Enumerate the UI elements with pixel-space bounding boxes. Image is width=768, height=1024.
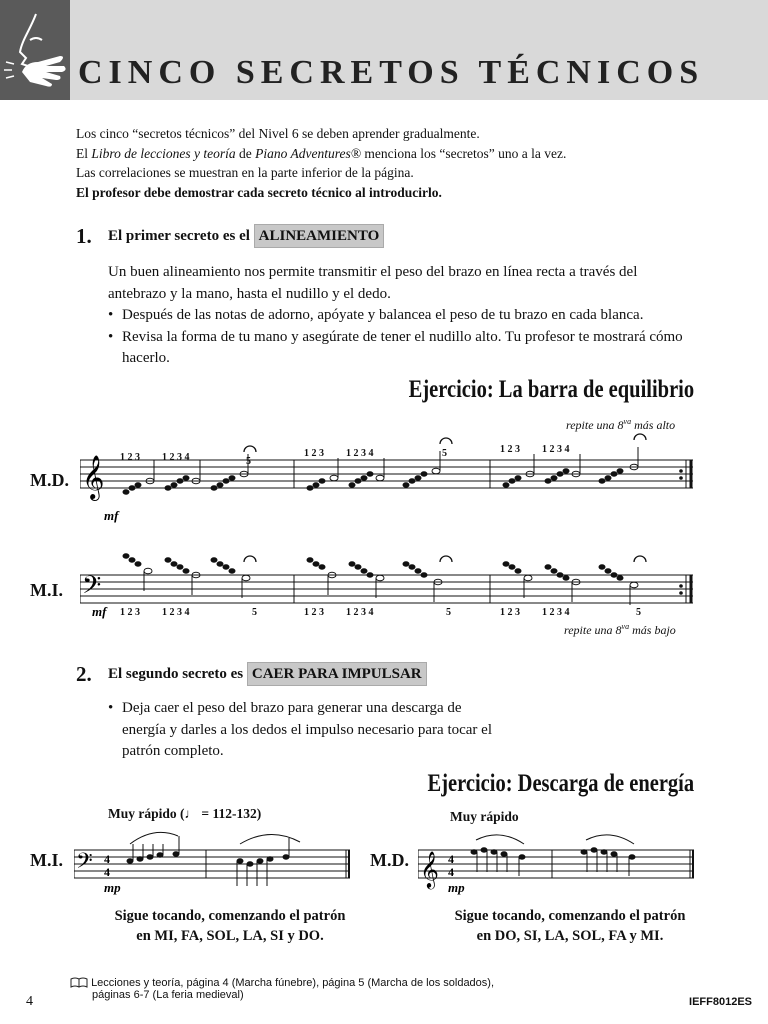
lh-label: M.I. <box>30 580 63 600</box>
page-title: CINCO SECRETOS TÉCNICOS <box>78 54 705 91</box>
fingering-text: 1 2 3 <box>500 607 520 618</box>
exercise-2-left-tempo: Muy rápido (♩ = 112-132) <box>108 806 262 821</box>
fingering-text: 1 2 3 4 <box>162 452 190 463</box>
section-1-number: 1. <box>76 224 92 248</box>
section-2-bullet: • Deja caer el peso del brazo para generar una descarga de energía y darles a los dedos el impulso necesario para tocar el patrón completo. <box>108 698 500 763</box>
fingering-text: 1 2 3 4 <box>346 448 374 459</box>
fingering-text: 1 2 3 <box>120 607 140 618</box>
fingering-text: 5 <box>442 448 447 459</box>
section-1-body <box>108 262 688 370</box>
dynamic-mf-lh: mf <box>92 604 107 619</box>
fingering-text: 5 <box>636 607 641 618</box>
intro-line-4: El profesor debe demostrar cada secreto técnico al introducirlo. <box>76 184 442 200</box>
svg-text:4: 4 <box>104 865 110 879</box>
treble-clef-icon: 𝄞 <box>420 850 439 888</box>
exercise-2-right-score <box>418 830 698 900</box>
exercise-1-score <box>80 430 700 635</box>
section-1-highlight: ALINEAMIENTO <box>254 224 385 248</box>
bass-clef-icon: 𝄢 <box>76 849 93 879</box>
exercise-2-right-label: M.D. <box>370 850 409 870</box>
fingering-text: 1 2 3 4 <box>542 607 570 618</box>
section-1-bullet-2: • Revisa la forma de tu mano y asegúrate de tener el nudillo alto. Tu profesor te mostrará cómo hacerlo. <box>108 327 688 370</box>
fingering-text: 5 <box>252 607 257 618</box>
fingering-text: 5 <box>446 607 451 618</box>
fingering-text: 1 2 3 <box>304 448 324 459</box>
intro-line-3: Las correlaciones se muestran en la parte inferior de la página. <box>76 165 414 180</box>
face-hand-icon <box>0 0 70 100</box>
catalog-code: IEFF8012ES <box>689 996 752 1008</box>
exercise-2-right-tempo: Muy rápido <box>450 809 519 824</box>
exercise-1-note-bottom: repite una $8^{va}$ más bajo <box>564 622 676 637</box>
section-1-paragraph: Un buen alineamiento nos permite transmitir el peso del brazo en línea recta a través del antebrazo y la mano, hasta el nudillo y el dedo. <box>108 264 638 302</box>
book-reference: Lecciones y teoría, página 4 (Marcha fúnebre), página 5 (Marcha de los soldados), páginas 6-7 (La feria medieval) <box>70 976 494 1001</box>
treble-clef-icon: 𝄞 <box>82 455 105 499</box>
fingering-text: 1 2 3 4 <box>346 607 374 618</box>
fingering-text: 1 2 3 <box>120 452 140 463</box>
exercise-1-title: Ejercicio: La barra de equilibrio <box>408 376 694 403</box>
page-number: 4 <box>26 994 33 1009</box>
exercise-2-left-label: M.I. <box>30 850 63 870</box>
svg-text:4: 4 <box>448 865 454 879</box>
section-1-bullet-1: • Después de las notas de adorno, apóyate y balancea el peso de tu brazo en cada blanca. <box>108 305 688 327</box>
rh-label: M.D. <box>30 470 69 490</box>
exercise-1-note-top: repite una $8^{va}$ más alto <box>566 417 676 432</box>
section-1-heading: El primer secreto es el ALINEAMIENTO <box>108 228 384 245</box>
open-book-icon <box>70 976 88 988</box>
dynamic-mf: mf <box>104 508 119 523</box>
intro-line-2: El Libro de lecciones y teoría de Piano Adventures® menciona los “secretos” uno a la vez. <box>76 145 567 161</box>
section-2-heading: El segundo secreto es CAER PARA IMPULSAR <box>108 666 427 683</box>
svg-text:4: 4 <box>104 852 110 866</box>
header-icon-box <box>0 0 70 100</box>
section-2-number: 2. <box>76 662 92 686</box>
fingering-text: 1 2 3 4 <box>162 607 190 618</box>
section-2-body <box>108 698 500 763</box>
intro-line-1: Los cinco “secretos técnicos” del Nivel 6 se deben aprender gradualmente. <box>76 126 480 141</box>
bass-clef-icon: 𝄢 <box>82 571 102 606</box>
exercise-2-title: Ejercicio: Descarga de energía <box>427 770 694 797</box>
fingering-text: 1 2 3 <box>304 607 324 618</box>
intro-text <box>76 124 676 202</box>
fingering-text: 5 <box>246 456 251 467</box>
dynamic-mp-right: mp <box>448 880 465 895</box>
exercise-2-left-score <box>74 830 354 900</box>
exercise-2-left-caption: Sigue tocando, comenzando el patrón en MI, FA, SOL, LA, SI y DO. <box>114 908 346 944</box>
section-2-highlight: CAER PARA IMPULSAR <box>247 662 427 686</box>
svg-text:4: 4 <box>448 852 454 866</box>
fingering-text: 1 2 3 <box>500 444 520 455</box>
exercise-2-right-caption: Sigue tocando, comenzando el patrón en DO, SI, LA, SOL, FA y MI. <box>454 908 686 944</box>
fingering-text: 1 2 3 4 <box>542 444 570 455</box>
dynamic-mp-left: mp <box>104 880 121 895</box>
